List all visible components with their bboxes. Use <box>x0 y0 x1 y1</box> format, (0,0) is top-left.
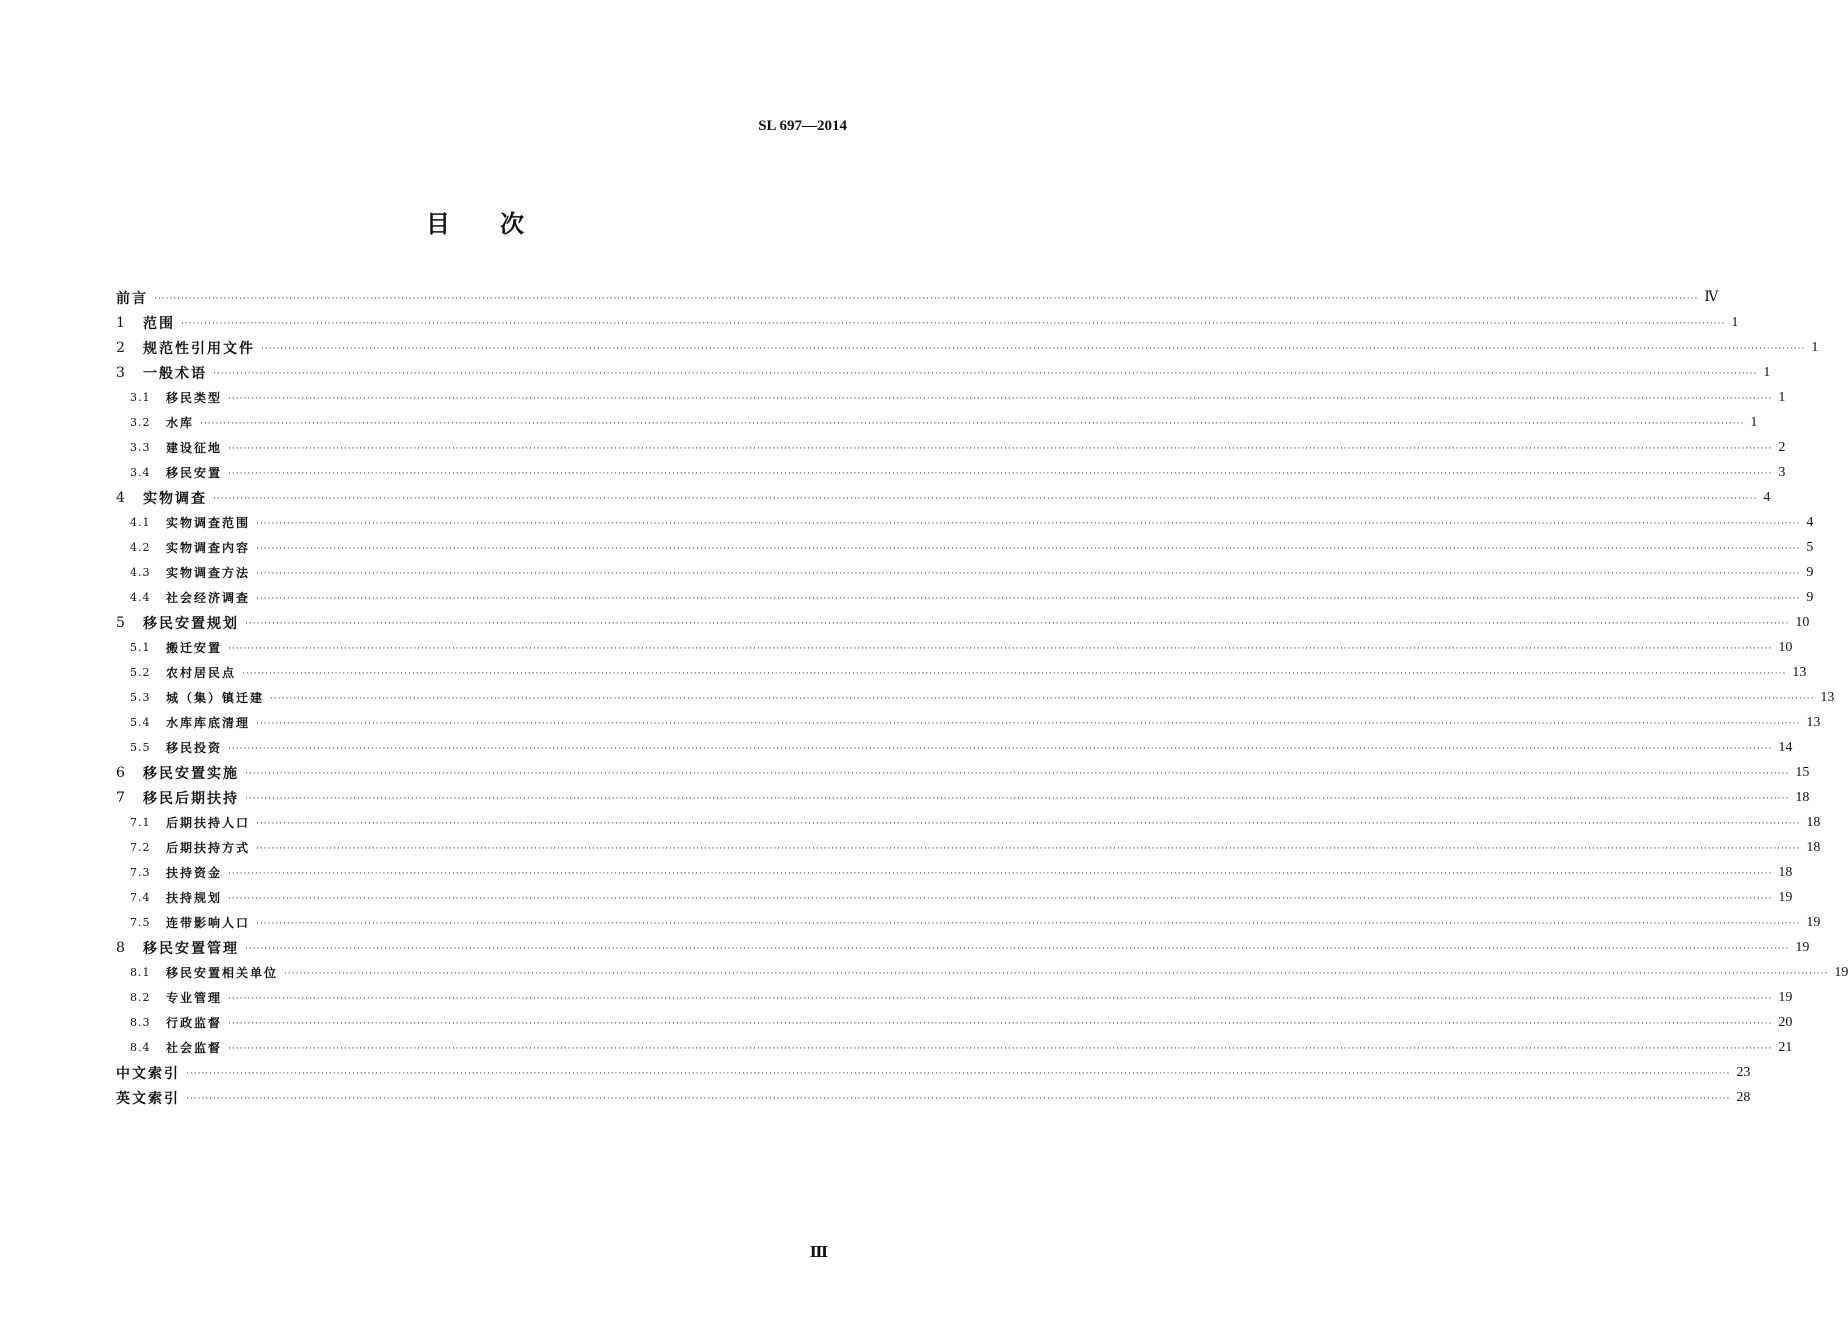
dot-leader: ················································································································································································································································································································································································································ <box>245 793 1790 804</box>
dot-leader: ················································································································································································································································································································································································································ <box>228 393 1773 404</box>
dot-leader: ················································································································································································································································································································································································································ <box>228 893 1773 904</box>
toc-entry-title: 移民安置管理 <box>143 940 239 957</box>
toc-entry-page: 4 <box>1806 514 1814 530</box>
toc-entry-page: 9 <box>1806 564 1814 580</box>
toc-entry[interactable] <box>116 335 1819 360</box>
toc-entry[interactable] <box>116 360 1771 385</box>
page-number: Ⅲ <box>809 1245 828 1261</box>
toc-entry-page: 1 <box>1763 364 1771 380</box>
toc-entry[interactable] <box>116 660 1807 685</box>
toc-entry-page: Ⅳ <box>1704 290 1719 305</box>
toc-entry-title: 范围 <box>143 315 175 332</box>
toc-entry[interactable] <box>116 735 1793 760</box>
toc-entry-number: 4.1 <box>130 516 151 529</box>
toc-entry[interactable] <box>116 710 1821 735</box>
toc-entry-title: 后期扶持方式 <box>166 841 251 855</box>
toc-entry[interactable] <box>116 535 1814 560</box>
toc-entry-number: 5 <box>116 614 125 631</box>
toc-entry[interactable] <box>116 885 1793 910</box>
dot-leader: ················································································································································································································································································································································································································ <box>270 693 1815 704</box>
toc-entry[interactable] <box>116 460 1786 485</box>
toc-entry[interactable] <box>116 1085 1751 1110</box>
toc-entry-number: 7.1 <box>130 816 151 829</box>
toc-entry-page: 13 <box>1792 664 1807 680</box>
toc-entry-title: 规范性引用文件 <box>143 340 255 357</box>
toc-entry-number: 3 <box>116 364 125 381</box>
toc-entry-page: 14 <box>1778 739 1793 755</box>
dot-leader: ················································································································································································································································································································································································································ <box>228 1018 1773 1029</box>
dot-leader: ················································································································································································································································································································································································································ <box>186 1093 1731 1104</box>
toc-entry-title: 专业管理 <box>166 991 223 1005</box>
dot-leader: ················································································································································································································································································································································································································ <box>284 968 1829 979</box>
toc-entry-number: 4.2 <box>130 541 151 554</box>
toc-entry-title: 实物调查内容 <box>166 541 251 555</box>
toc-entry[interactable] <box>116 435 1786 460</box>
toc-entry[interactable] <box>116 860 1793 885</box>
toc-entry[interactable] <box>116 585 1814 610</box>
standard-code: SL 697—2014 <box>758 118 847 134</box>
toc-entry-number: 5.5 <box>130 741 151 754</box>
toc-entry[interactable] <box>116 685 1835 710</box>
toc-entry-number: 5.3 <box>130 691 151 704</box>
toc-entry-title: 城（集）镇迁建 <box>166 691 265 705</box>
toc-entry-title: 中文索引 <box>116 1065 180 1082</box>
toc-entry-page: 1 <box>1750 414 1758 430</box>
toc-entry-title: 水库库底清理 <box>166 716 251 730</box>
toc-entry[interactable] <box>116 385 1786 410</box>
toc-entry-number: 1 <box>116 314 125 331</box>
dot-leader: ················································································································································································································································································································································································································ <box>228 643 1773 654</box>
toc-entry-title: 搬迁安置 <box>166 641 223 655</box>
dot-leader: ················································································································································································································································································································································································································ <box>228 868 1773 879</box>
toc-entry[interactable] <box>116 635 1793 660</box>
dot-leader: ················································································································································································································································································································································································································ <box>256 593 1801 604</box>
dot-leader: ················································································································································································································································································································································································································ <box>256 518 1801 529</box>
toc-entry-number: 8 <box>116 939 125 956</box>
dot-leader: ················································································································································································································································································································································································································ <box>245 618 1790 629</box>
toc-entry[interactable] <box>116 910 1821 935</box>
toc-entry-number: 4.4 <box>130 591 151 604</box>
toc-entry-page: 10 <box>1795 614 1810 630</box>
toc-entry-page: 18 <box>1795 789 1810 805</box>
toc-entry[interactable] <box>116 510 1814 535</box>
toc-entry-number: 8.1 <box>130 966 151 979</box>
toc-entry-page: 19 <box>1778 989 1793 1005</box>
toc-entry-title: 前言 <box>116 290 148 307</box>
dot-leader: ················································································································································································································································································································································································································ <box>242 668 1787 679</box>
toc-entry-page: 13 <box>1806 714 1821 730</box>
dot-leader: ················································································································································································································································································································································································································ <box>256 718 1801 729</box>
toc-entry-page: 3 <box>1778 464 1786 480</box>
toc-entry-number: 4 <box>116 489 125 506</box>
toc-entry-title: 移民类型 <box>166 391 223 405</box>
toc-entry-number: 5.1 <box>130 641 151 654</box>
toc-entry-number: 2 <box>116 339 125 356</box>
dot-leader: ················································································································································································································································································································································································································ <box>186 1068 1731 1079</box>
toc-entry[interactable] <box>116 1035 1793 1060</box>
toc-entry-page: 1 <box>1811 339 1819 355</box>
toc-entry-title: 行政监督 <box>166 1016 223 1030</box>
toc-entry[interactable] <box>116 285 1719 310</box>
dot-leader: ················································································································································································································································································································································································································ <box>256 543 1801 554</box>
toc-entry-number: 7.5 <box>130 916 151 929</box>
toc-entry-number: 7 <box>116 789 125 806</box>
toc-entry-page: 20 <box>1778 1014 1793 1030</box>
toc-entry-page: 18 <box>1778 864 1793 880</box>
dot-leader: ················································································································································································································································································································································································································ <box>228 743 1773 754</box>
toc-entry-number: 8.3 <box>130 1016 151 1029</box>
toc-entry-title: 移民安置相关单位 <box>166 966 279 980</box>
dot-leader: ················································································································································································································································································································································································································ <box>200 418 1745 429</box>
toc-entry[interactable] <box>116 560 1814 585</box>
dot-leader: ················································································································································································································································································································································································································ <box>228 993 1773 1004</box>
toc-entry[interactable] <box>116 985 1793 1010</box>
toc-entry-title: 社会监督 <box>166 1041 223 1055</box>
toc-entry-title: 移民安置 <box>166 466 223 480</box>
dot-leader: ················································································································································································································································································································································································································ <box>213 368 1758 379</box>
toc-entry-page: 19 <box>1834 964 1848 980</box>
toc-entry[interactable] <box>116 310 1739 335</box>
toc-entry-page: 15 <box>1795 764 1810 780</box>
toc-entry[interactable] <box>116 1060 1751 1085</box>
toc-entry[interactable] <box>116 760 1810 785</box>
toc-entry-title: 移民投资 <box>166 741 223 755</box>
toc-entry-page: 1 <box>1778 389 1786 405</box>
toc-entry-number: 5.4 <box>130 716 151 729</box>
toc-entry-number: 7.2 <box>130 841 151 854</box>
toc-entry[interactable] <box>116 810 1821 835</box>
toc-entry-number: 3.4 <box>130 466 151 479</box>
dot-leader: ················································································································································································································································································································································································································ <box>154 293 1699 304</box>
toc-entry-number: 8.4 <box>130 1041 151 1054</box>
toc-entry-page: 18 <box>1806 839 1821 855</box>
toc-entry-title: 连带影响人口 <box>166 916 251 930</box>
toc-entry-number: 3.1 <box>130 391 151 404</box>
dot-leader: ················································································································································································································································································································································································································ <box>228 468 1773 479</box>
toc-entry[interactable] <box>116 785 1810 810</box>
dot-leader: ················································································································································································································································································································································································································ <box>213 493 1758 504</box>
toc-entry-page: 19 <box>1795 939 1810 955</box>
toc-entry[interactable] <box>116 1010 1793 1035</box>
dot-leader: ················································································································································································································································································································································································································ <box>256 843 1801 854</box>
toc-entry-title: 实物调查范围 <box>166 516 251 530</box>
toc-entry-title: 后期扶持人口 <box>166 816 251 830</box>
dot-leader: ················································································································································································································································································································································································································ <box>245 943 1790 954</box>
toc-entry-page: 1 <box>1731 314 1739 330</box>
toc-entry-title: 实物调查方法 <box>166 566 251 580</box>
toc-entry[interactable] <box>116 935 1810 960</box>
table-of-contents <box>116 285 1848 1110</box>
dot-leader: ················································································································································································································································································································································································································ <box>256 568 1801 579</box>
toc-entry-page: 21 <box>1778 1039 1793 1055</box>
toc-entry-page: 9 <box>1806 589 1814 605</box>
toc-entry-page: 2 <box>1778 439 1786 455</box>
toc-entry-title: 移民安置规划 <box>143 615 239 632</box>
toc-entry-page: 5 <box>1806 539 1814 555</box>
dot-leader: ················································································································································································································································································································································································································ <box>261 343 1806 354</box>
toc-entry-page: 19 <box>1778 889 1793 905</box>
toc-entry-title: 社会经济调查 <box>166 591 251 605</box>
toc-entry-title: 移民后期扶持 <box>143 790 239 807</box>
toc-entry[interactable] <box>116 960 1848 985</box>
dot-leader: ················································································································································································································································································································································································································ <box>256 918 1801 929</box>
dot-leader: ················································································································································································································································································································································································································ <box>228 443 1773 454</box>
toc-entry-title: 扶持资金 <box>166 866 223 880</box>
dot-leader: ················································································································································································································································································································································································································ <box>245 768 1790 779</box>
toc-entry-title: 扶持规划 <box>166 891 223 905</box>
toc-entry-page: 18 <box>1806 814 1821 830</box>
toc-entry-number: 6 <box>116 764 125 781</box>
toc-entry-number: 3.3 <box>130 441 151 454</box>
toc-entry[interactable] <box>116 485 1771 510</box>
toc-entry-number: 5.2 <box>130 666 151 679</box>
toc-entry-title: 英文索引 <box>116 1090 180 1107</box>
toc-entry-number: 8.2 <box>130 991 151 1004</box>
toc-entry-title: 移民安置实施 <box>143 765 239 782</box>
toc-entry-page: 28 <box>1736 1089 1751 1105</box>
toc-entry-title: 建设征地 <box>166 441 223 455</box>
toc-entry-title: 一般术语 <box>143 365 207 382</box>
dot-leader: ················································································································································································································································································································································································································ <box>228 1043 1773 1054</box>
dot-leader: ················································································································································································································································································································································································································ <box>181 318 1726 329</box>
toc-entry-page: 19 <box>1806 914 1821 930</box>
dot-leader: ················································································································································································································································································································································································································ <box>256 818 1801 829</box>
page-title: 目次 <box>426 209 574 238</box>
toc-entry-number: 4.3 <box>130 566 151 579</box>
toc-entry-page: 23 <box>1736 1064 1751 1080</box>
toc-entry-title: 水库 <box>166 416 195 430</box>
toc-entry-number: 7.4 <box>130 891 151 904</box>
toc-entry-number: 7.3 <box>130 866 151 879</box>
toc-entry-title: 农村居民点 <box>166 666 237 680</box>
toc-entry-page: 10 <box>1778 639 1793 655</box>
toc-entry[interactable] <box>116 835 1821 860</box>
toc-entry[interactable] <box>116 410 1758 435</box>
toc-entry-page: 13 <box>1820 689 1835 705</box>
toc-entry-title: 实物调查 <box>143 490 207 507</box>
toc-entry-page: 4 <box>1763 489 1771 505</box>
toc-entry-number: 3.2 <box>130 416 151 429</box>
toc-entry[interactable] <box>116 610 1810 635</box>
